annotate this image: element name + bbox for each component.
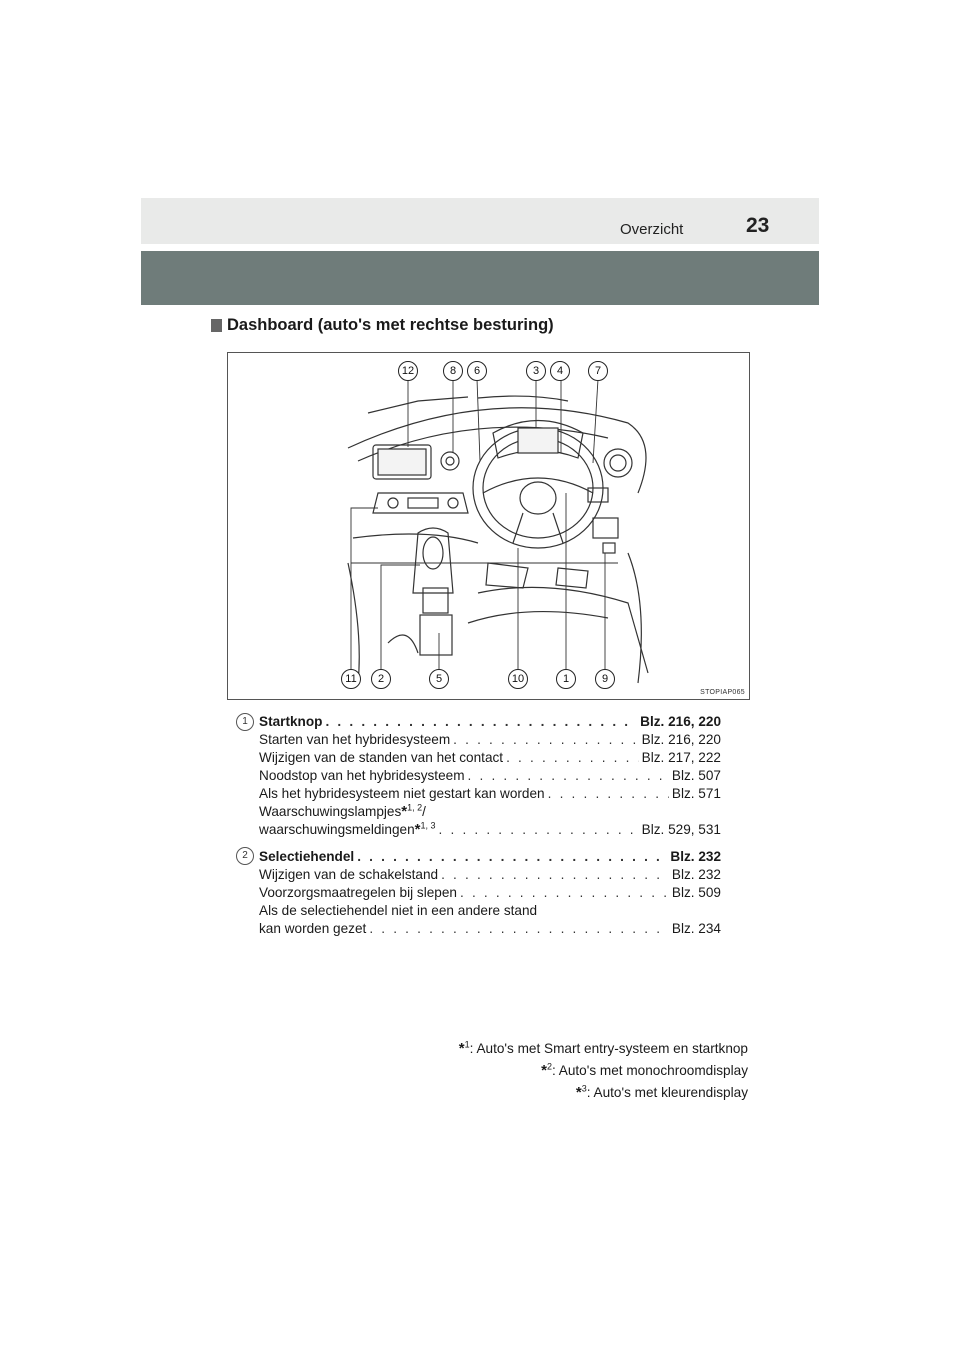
footnote-3 — [459, 1082, 748, 1104]
dot-leader — [325, 713, 637, 731]
entry-line-page: Blz. 217, 222 — [641, 750, 721, 765]
dashboard-drawing — [228, 353, 749, 699]
dot-leader — [453, 731, 638, 749]
header-title: Overzicht — [620, 221, 684, 238]
entry-line — [259, 785, 721, 803]
entry-title: Startknop — [259, 714, 323, 729]
footnote-1 — [459, 1038, 748, 1060]
slash: / — [422, 804, 426, 819]
callout-10: 10 — [508, 669, 528, 689]
footnote-ref: 1, 3 — [420, 821, 436, 831]
footnote-mark: 2 — [546, 1061, 552, 1072]
entry-title: Selectiehendel — [259, 849, 355, 864]
dot-leader — [441, 866, 669, 884]
entry-line — [259, 731, 721, 749]
footnote-mark: 3 — [581, 1083, 587, 1094]
warning-messages-text: waarschuwingsmeldingen — [259, 822, 415, 837]
entry-title-page: Blz. 216, 220 — [640, 714, 721, 729]
figure-code: STOPIAP065 — [700, 689, 745, 696]
entry-warning-line-2 — [259, 821, 721, 839]
warning-lights-label: Waarschuwingslampjes — [259, 804, 402, 819]
entry-line-label: kan worden gezet — [259, 921, 367, 936]
callout-7: 7 — [588, 361, 608, 381]
entry-title-page: Blz. 232 — [670, 849, 721, 864]
section-heading — [211, 316, 554, 335]
section-title: Dashboard (auto's met rechtse besturing) — [227, 316, 554, 334]
entry-line-page: Blz. 571 — [671, 786, 721, 801]
footnote-text: : Auto's met Smart entry-systeem en startknop — [469, 1041, 748, 1056]
callout-6: 6 — [467, 361, 487, 381]
dot-leader — [548, 785, 669, 803]
dot-leader — [369, 920, 669, 938]
callout-11: 11 — [341, 669, 361, 689]
dot-leader — [506, 749, 639, 767]
footnote-text: : Auto's met monochroomdisplay — [551, 1063, 748, 1078]
entry-line-label: Noodstop van het hybridesysteem — [259, 768, 465, 783]
callout-5: 5 — [429, 669, 449, 689]
entry-line-page: Blz. 234 — [671, 921, 721, 936]
footnote-mark: 1 — [464, 1039, 470, 1050]
chapter-band — [141, 251, 819, 305]
footnote-star-icon: * — [414, 821, 421, 838]
footnote-star-icon: * — [575, 1084, 582, 1101]
callout-8: 8 — [443, 361, 463, 381]
entry-number-2: 2 — [236, 847, 254, 865]
entry-line-page: Blz. 507 — [671, 768, 721, 783]
footnote-star-icon: * — [401, 803, 408, 820]
entry-title-line — [259, 848, 721, 866]
entry-line-page: Blz. 529, 531 — [641, 822, 721, 837]
dot-leader — [357, 848, 667, 866]
dot-leader — [439, 821, 639, 839]
callout-4: 4 — [550, 361, 570, 381]
entry-line-page: Blz. 509 — [671, 885, 721, 900]
entry-selectiehendel — [259, 848, 721, 938]
callout-2: 2 — [371, 669, 391, 689]
dashboard-illustration — [227, 352, 750, 700]
entry-line — [259, 866, 721, 884]
page-number: 23 — [746, 214, 770, 237]
entry-startknop — [259, 713, 721, 839]
callout-9: 9 — [595, 669, 615, 689]
entry-warning-line-1 — [259, 803, 721, 821]
footnote-2 — [459, 1060, 748, 1082]
footnote-star-icon: * — [458, 1040, 465, 1057]
entry-line — [259, 767, 721, 785]
entry-multiline-2 — [259, 920, 721, 938]
footnote-star-icon: * — [541, 1062, 547, 1079]
footnotes — [459, 1038, 748, 1104]
entry-title-line — [259, 713, 721, 731]
entry-number-1: 1 — [236, 713, 254, 731]
entry-line — [259, 884, 721, 902]
entry-multiline-1: Als de selectiehendel niet in een andere stand — [259, 903, 538, 918]
entry-line-page: Blz. 216, 220 — [641, 732, 721, 747]
entry-line-label: Starten van het hybridesysteem — [259, 732, 451, 747]
warning-messages-label — [259, 821, 436, 839]
entry-line-label: Als het hybridesysteem niet gestart kan worden — [259, 786, 545, 801]
callout-12: 12 — [398, 361, 418, 381]
header-band — [141, 198, 819, 244]
dot-leader — [468, 767, 669, 785]
dot-leader — [460, 884, 669, 902]
entry-line — [259, 749, 721, 767]
entry-line-label: Wijzigen van de standen van het contact — [259, 750, 504, 765]
callout-3: 3 — [526, 361, 546, 381]
entry-line-label: Voorzorgsmaatregelen bij slepen — [259, 885, 457, 900]
entry-line-label: Wijzigen van de schakelstand — [259, 867, 439, 882]
callout-1: 1 — [556, 669, 576, 689]
footnote-text: : Auto's met kleurendisplay — [586, 1085, 748, 1100]
square-bullet-icon — [211, 319, 222, 332]
entry-line-page: Blz. 232 — [671, 867, 721, 882]
footnote-ref: 1, 2 — [407, 802, 423, 813]
